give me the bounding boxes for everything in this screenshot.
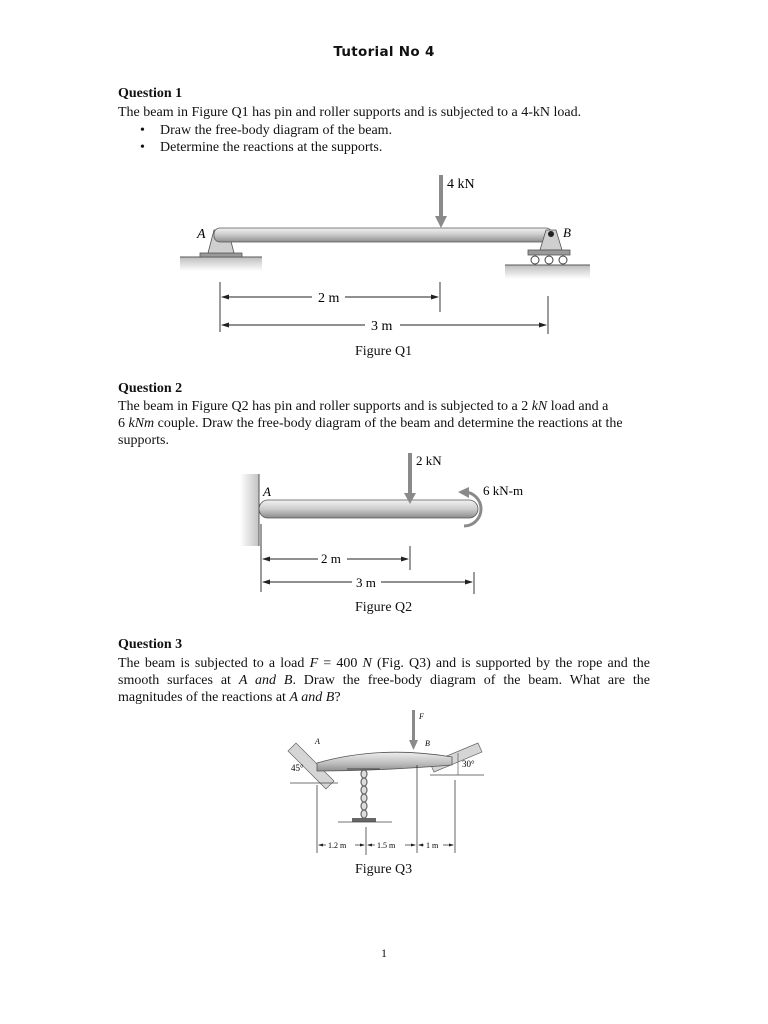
q2-fixed-wall <box>240 474 259 546</box>
q2-figure-caption: Figure Q2 <box>355 600 413 615</box>
q1-dim-3m: 3 m <box>371 319 393 334</box>
q3-dim-1-5m: 1.5 m <box>377 841 396 850</box>
q1-load-arrow <box>435 175 447 228</box>
q2-load-label: 2 kN <box>416 453 442 468</box>
q3-figure-caption: Figure Q3 <box>355 862 413 877</box>
page-title: Tutorial No 4 <box>333 44 435 60</box>
figure-q1 <box>0 160 768 370</box>
q3-force-arrow <box>409 710 418 750</box>
q1-bullet-list <box>118 122 658 156</box>
figure-q3 <box>0 705 768 865</box>
q1-heading: Question 1 <box>118 86 183 101</box>
q2-label-a: A <box>263 484 271 499</box>
q3-dim-1m: 1 m <box>426 841 439 850</box>
q1-label-a: A <box>197 227 206 242</box>
q3-angle-right: 30° <box>462 759 475 769</box>
q2-heading: Question 2 <box>118 381 183 396</box>
page-number: 1 <box>381 946 387 960</box>
q2-load-arrow <box>404 453 416 504</box>
q3-rope <box>347 769 380 818</box>
q3-angle-left: 45° <box>291 763 304 773</box>
q1-figure-caption: Figure Q1 <box>355 344 413 359</box>
q1-label-b: B <box>563 225 571 240</box>
q1-ground-a <box>180 257 262 271</box>
q3-text: The beam is subjected to a load F = 400 N (Fig. Q3) and is supported by the rope and the smooth surfaces at A and B. Draw the free-body diagram of the beam. What are the magnitudes of the reactions at A and B? <box>118 656 651 705</box>
q1-bullet-2: • Determine the reactions at the supports. <box>118 139 658 156</box>
q1-load-label: 4 kN <box>447 177 475 192</box>
q1-bullet-1: • Draw the free-body diagram of the beam. <box>118 122 658 139</box>
q1-text: The beam in Figure Q1 has pin and roller supports and is subjected to a 4-kN load. <box>118 105 582 120</box>
figure-q2 <box>0 448 768 598</box>
q2-couple-label: 6 kN-m <box>483 483 524 498</box>
q1-beam <box>214 228 552 242</box>
q3-label-f: F <box>419 712 424 721</box>
q2-dim-3m: 3 m <box>356 575 376 590</box>
q1-dim-2m: 2 m <box>318 291 340 306</box>
q3-heading: Question 3 <box>118 637 183 652</box>
q3-dim-1-2m: 1.2 m <box>328 841 347 850</box>
q2-beam <box>259 500 478 518</box>
q3-label-b: B <box>425 739 430 748</box>
q3-rope-anchor <box>352 818 376 822</box>
q2-text: The beam in Figure Q2 has pin and roller supports and is subjected to a 2 kN load and a 6 kNm couple. Draw the free-body diagram of the beam and determine the reactions at the supports. <box>118 399 623 448</box>
q1-ground-b <box>505 265 590 279</box>
q3-beam <box>317 752 452 771</box>
q2-dim-2m: 2 m <box>321 551 341 566</box>
q3-label-a: A <box>315 737 320 746</box>
